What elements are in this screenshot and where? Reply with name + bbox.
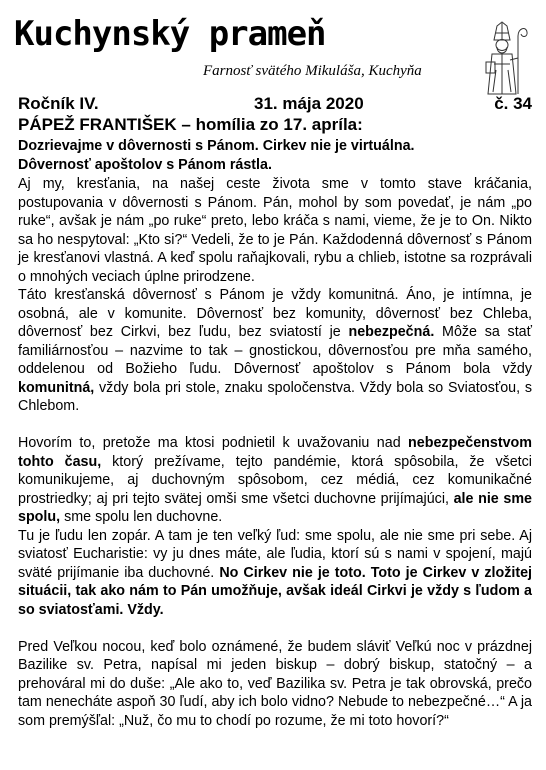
issue-info	[18, 93, 532, 115]
issue-number: č. 34	[494, 94, 532, 113]
paragraph-1: Aj my, kresťania, na našej ceste života sme v tomto stave kráčania, postupovania v dôvernosti s Pánom. Pán, mohol by som povedať, je nám „po ruke“, avšak je nám „po ruke“ preto, lebo kráča s nami, vieme, že je to On. Nikto sa ho nespytoval: „Kto si?“ Vedeli, že to je Pán. Každodenná dôvernosť s Pánom je kresťanovi vlastná. A keď spolu raňajkovali, rybu a chlieb, istotne sa rozprávali o mnohých veciach úplne prirodzene.	[18, 176, 532, 285]
paragraph-3: Hovorím to, pretože ma ktosi podnietil k uvažovaniu nad nebezpečenstvom tohto času, ktorý prežívame, tejto pandémie, ktorá spôsobila, že všetci komunikujeme, aj duchovným spôsobom, cez médiá, cez komunikačné prostriedky; aj pri tejto svätej omši sme všetci duchovne prijímajúci, ale nie sme spolu, sme spolu len duchovne.	[18, 435, 532, 525]
lead-line-1: Dozrievajme v dôvernosti s Pánom. Cirkev nie je virtuálna.	[18, 138, 415, 154]
paragraph-2: Táto kresťanská dôvernosť s Pánom je vždy komunitná. Áno, je intímna, je osobná, ale v komunite. Dôvernosť bez komunity, dôvernosť bez Chleba, dôvernosť bez Cirkvi, bez ľudu, bez sviatostí je nebezpečná. Môže sa stať familiárnosťou – nazvime to tak – gnostickou, dôvernosťou pre mňa samého, oddelenou od Božieho ľudu. Dôvernosť apoštolov s Pánom bola vždy komunitná, vždy bola pri stole, znaku spoločenstva. Vždy bola so Sviatosťou, s Chlebom.	[18, 287, 532, 414]
article-headline: PÁPEŽ FRANTIŠEK – homília zo 17. apríla:	[18, 115, 363, 134]
volume-label: Ročník IV.	[18, 94, 99, 113]
paragraph-5: Pred Veľkou nocou, keď bolo oznámené, že budem sláviť Veľkú noc v prázdnej Bazilike sv. Petra, napísal mi jeden biskup – dobrý biskup, statočný – a prehováral mi do duše: „Ale ako to, veď Bazilika sv. Petra je tak obrovská, prečo tam nenecháte aspoň 30 ľudí, aby ich bolo vidno? Nebude to nebezpečné…“ A ja som premýšľal: „Nuž, čo mu to chodí po rozume, že mi toto hovorí?“	[18, 638, 532, 729]
article-lead	[18, 137, 532, 175]
masthead-title: Kuchynský prameň	[14, 14, 326, 54]
lead-line-2: Dôvernosť apoštolov s Pánom rástla.	[18, 157, 272, 173]
article-body	[18, 175, 532, 730]
paragraph-4: Tu je ľudu len zopár. A tam je ten veľký ľud: sme spolu, ale nie sme pri sebe. Aj sviatosť Eucharistie: vy ju dnes máte, ale ľudia, ktorí sú s nami v spojení, majú sväté prijímanie iba duchovné. No Cirkev nie je toto. Toto je Cirkev v zložitej situácii, tak ako nám to Pán umožňuje, avšak ideál Cirkvi je vždy s ľudom a so sviatosťami. Vždy.	[18, 527, 532, 618]
bishop-saint-icon	[472, 20, 534, 96]
issue-date: 31. mája 2020	[254, 94, 364, 113]
masthead-subtitle: Farnosť svätého Mikuláša, Kuchyňa	[203, 63, 422, 79]
